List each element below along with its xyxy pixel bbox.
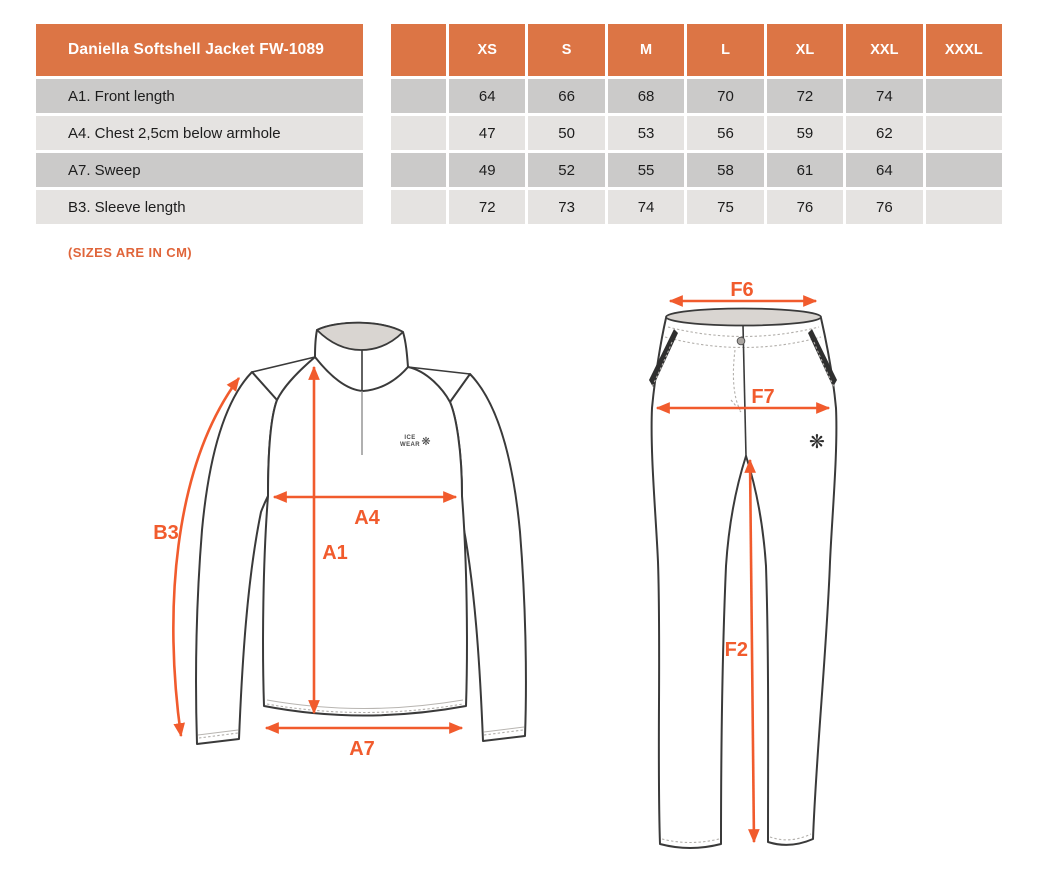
- size-col-header-s: S: [528, 24, 604, 76]
- size-value-cell: 72: [767, 79, 843, 113]
- table-col-spacer: [366, 153, 388, 187]
- size-value-cell: 75: [687, 190, 763, 224]
- size-value-cell: 72: [449, 190, 525, 224]
- pants-diagram: [649, 279, 837, 848]
- measurement-arrow-f2: [750, 460, 754, 842]
- measurement-row-label: A4. Chest 2,5cm below armhole: [36, 116, 363, 150]
- pants-waistband-top: [666, 309, 821, 326]
- measurement-row-label: A1. Front length: [36, 79, 363, 113]
- measurement-label-a4: A4: [354, 507, 380, 529]
- jacket-body: [263, 357, 467, 716]
- jacket-diagram: [153, 323, 526, 760]
- size-value-cell: 49: [449, 153, 525, 187]
- brand-text-line2: WEAR: [400, 442, 420, 448]
- size-value-cell: 66: [528, 79, 604, 113]
- size-value-cell: 53: [608, 116, 684, 150]
- size-value-cell: 47: [449, 116, 525, 150]
- measurement-label-f6: F6: [730, 279, 754, 301]
- measurement-label-f7: F7: [751, 386, 775, 408]
- table-col-spacer: [366, 79, 388, 113]
- size-value-cell: 76: [846, 190, 922, 224]
- size-value-cell: 64: [449, 79, 525, 113]
- size-col-header-xs: XS: [449, 24, 525, 76]
- size-value-cell: [926, 153, 1002, 187]
- size-value-cell: 74: [608, 190, 684, 224]
- measurement-label-b3: B3: [153, 522, 179, 544]
- table-col-spacer: [366, 190, 388, 224]
- jacket-brand-logo: [400, 435, 431, 448]
- brand-text-line1: ICE: [404, 435, 416, 441]
- pants-snowflake-logo: ❋: [809, 431, 825, 453]
- size-value-cell: 56: [687, 116, 763, 150]
- size-value-cell: 55: [608, 153, 684, 187]
- size-value-cell: 52: [528, 153, 604, 187]
- size-chart-table: [36, 24, 1002, 224]
- size-value-cell: 59: [767, 116, 843, 150]
- measurement-label-a7: A7: [349, 738, 375, 760]
- size-value-cell: 61: [767, 153, 843, 187]
- empty-cell: [391, 190, 446, 224]
- size-value-cell: 68: [608, 79, 684, 113]
- pants-button: [737, 337, 745, 345]
- size-value-cell: [926, 190, 1002, 224]
- snowflake-icon: ❋: [421, 435, 431, 448]
- sizes-unit-note: (SIZES ARE IN CM): [68, 245, 193, 260]
- size-col-header-m: M: [608, 24, 684, 76]
- measurement-diagrams: [0, 270, 1039, 894]
- table-title: Daniella Softshell Jacket FW-1089: [36, 24, 363, 76]
- table-header-empty-col: [391, 24, 446, 76]
- size-col-header-l: L: [687, 24, 763, 76]
- size-value-cell: 73: [528, 190, 604, 224]
- size-value-cell: 62: [846, 116, 922, 150]
- size-value-cell: 70: [687, 79, 763, 113]
- empty-cell: [391, 116, 446, 150]
- size-value-cell: 76: [767, 190, 843, 224]
- size-value-cell: 64: [846, 153, 922, 187]
- measurement-row-label: A7. Sweep: [36, 153, 363, 187]
- size-col-header-xxxl: XXXL: [926, 24, 1002, 76]
- size-value-cell: [926, 116, 1002, 150]
- empty-cell: [391, 153, 446, 187]
- size-col-header-xl: XL: [767, 24, 843, 76]
- measurement-row-label: B3. Sleeve length: [36, 190, 363, 224]
- size-value-cell: 74: [846, 79, 922, 113]
- measurement-label-f2: F2: [724, 639, 748, 661]
- table-col-spacer: [366, 116, 388, 150]
- size-value-cell: 50: [528, 116, 604, 150]
- size-value-cell: 58: [687, 153, 763, 187]
- table-col-spacer: [366, 24, 388, 76]
- measurement-label-a1: A1: [322, 542, 348, 564]
- size-col-header-xxl: XXL: [846, 24, 922, 76]
- size-value-cell: [926, 79, 1002, 113]
- empty-cell: [391, 79, 446, 113]
